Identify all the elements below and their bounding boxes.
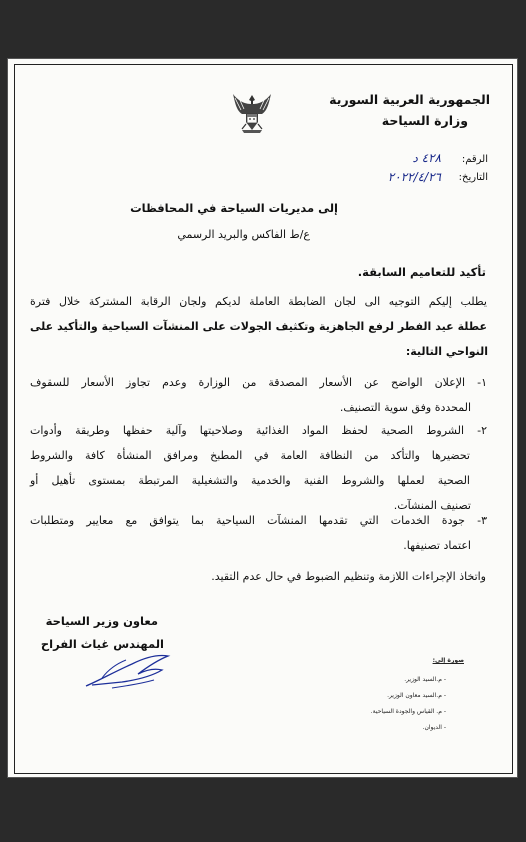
delivery-method: ع/ط الفاكس والبريد الرسمي	[177, 228, 310, 241]
list-item-3-cont: اعتماد تصنيفها.	[403, 539, 471, 552]
body-line: يطلب إليكم التوجيه الى لجان الضابطة العاملة لديكم ولجان الرقابة المشتركة خلال فترة	[30, 295, 487, 308]
list-item-2-cont: تحضيرها والتأكد من النظافة العامة في المطبخ ومرافق المنشأة كافة والشروط	[30, 449, 470, 462]
country-name: الجمهورية العربية السورية	[329, 92, 490, 107]
list-item-2-cont: تصنيف المنشآت.	[393, 499, 471, 512]
signatory-name: المهندس غياث الفراح	[40, 637, 164, 651]
date-value: ٢٠٢٢/٤/٢٦	[387, 170, 441, 184]
number-value: ٤٢٨ د	[412, 151, 441, 165]
copies-item: - م.السيد معاون الوزير.	[387, 692, 446, 699]
ministry-name: وزارة السياحة	[381, 113, 468, 128]
copies-item: - م.السيد الوزير.	[404, 676, 446, 683]
date-label: التاريخ:	[458, 172, 488, 183]
handwritten-signature-icon	[82, 650, 172, 692]
closing-line: واتخاذ الإجراءات اللازمة وتنظيم الضبوط في حال عدم التقيد.	[211, 570, 486, 583]
copies-item: - م. القياس والجودة السياحية.	[370, 708, 446, 715]
body-line: النواحي التالية:	[405, 345, 488, 358]
list-item-2: ٢- الشروط الصحية لحفظ المواد الغذائية وصلاحيتها وآلية حفظها وطريقة وأدوات	[30, 424, 487, 437]
list-item-1: ١- الإعلان الواضح عن الأسعار المصدقة من الوزارة وعدم تجاوز الأسعار للسقوف	[30, 376, 487, 389]
list-item-2-cont: الصحية لعملها والشروط الفنية والخدمية والتشغيلية المرتبطة بمستوى تأهيل أو	[30, 474, 470, 487]
copies-label: صورة إلى:	[432, 657, 464, 664]
list-item-1-cont: المحددة وفق سوية التصنيف.	[339, 401, 471, 414]
body-line: عطلة عيد الفطر لرفع الجاهزية وتكثيف الجولات على المنشآت السياحية والتأكيد على	[30, 320, 487, 333]
list-item-3: ٣- جودة الخدمات التي تقدمها المنشآت السياحية بما يتوافق مع معايير ومتطلبات	[30, 514, 487, 527]
recipient: إلى مديريات السياحة في المحافظات	[130, 201, 338, 215]
eagle-emblem-icon	[232, 92, 272, 134]
copies-item: - الديوان.	[422, 724, 446, 731]
subject: تأكيد للتعاميم السابقة.	[357, 265, 486, 279]
number-label: الرقم:	[461, 154, 488, 165]
signatory-title: معاون وزير السياحة	[45, 614, 158, 628]
